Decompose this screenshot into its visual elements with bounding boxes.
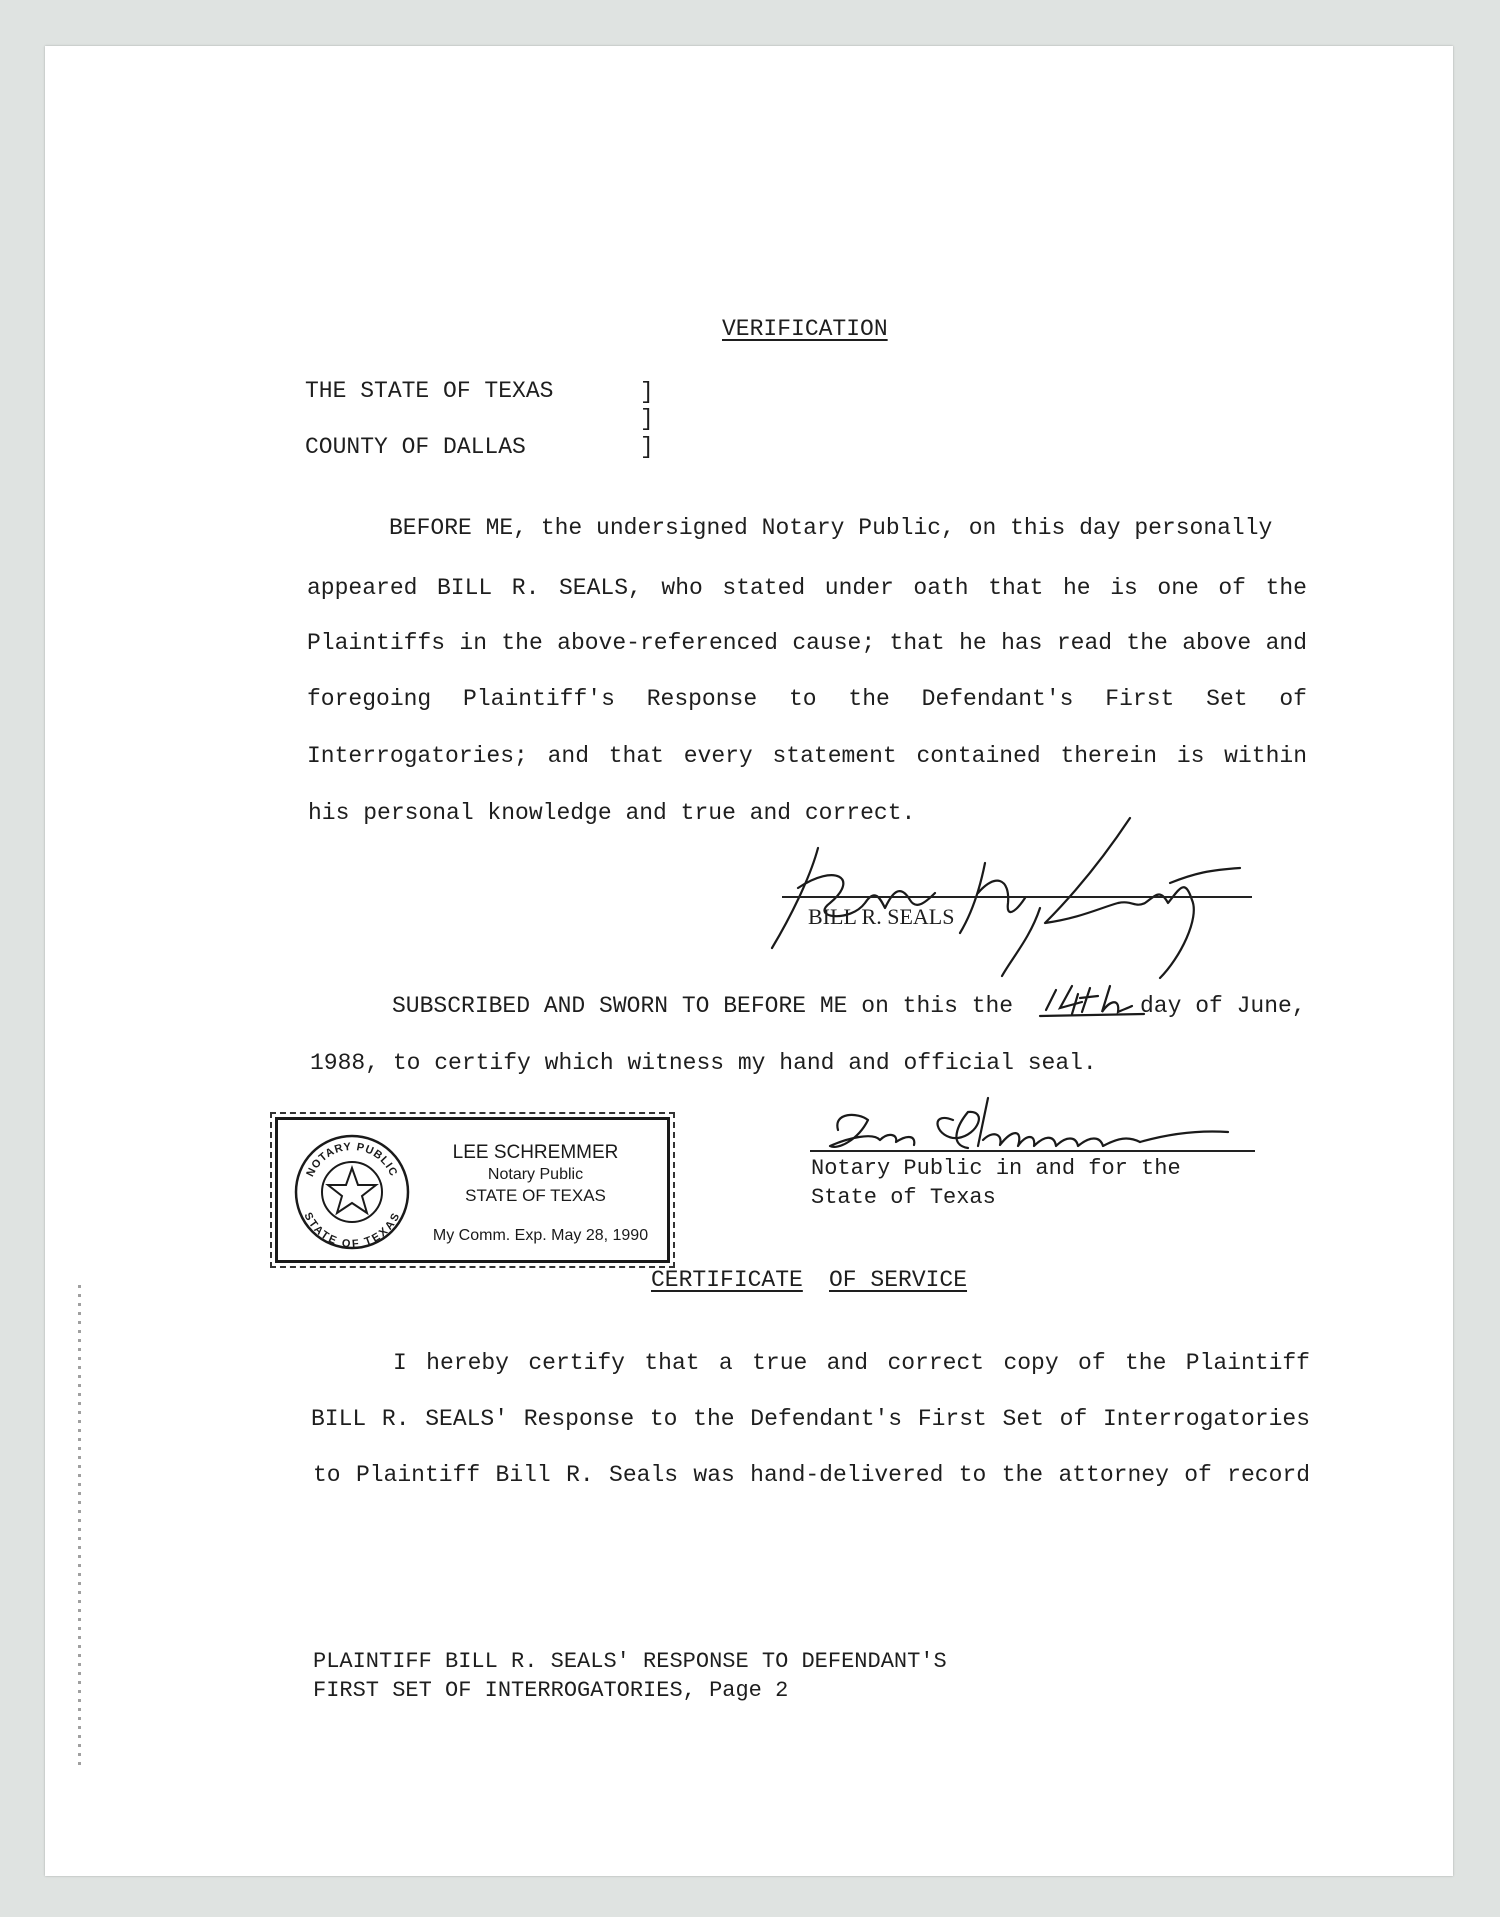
notary-seal-star-icon	[292, 1132, 412, 1252]
stamp-state: STATE OF TEXAS	[465, 1186, 606, 1205]
affiant-signature	[740, 808, 1260, 988]
stamp-name: LEE SCHREMMER	[452, 1142, 619, 1163]
certificate-title-part-1: CERTIFICATE	[651, 1267, 803, 1293]
verification-line-2: appeared BILL R. SEALS, who stated under oath that he is one of the	[307, 575, 1307, 601]
notary-stamp	[275, 1117, 670, 1263]
verification-line-3: Plaintiffs in the above-referenced cause; that he has read the above and	[307, 630, 1307, 656]
verification-line-4: foregoing Plaintiff's Response to the Defendant's First Set of	[307, 686, 1307, 712]
venue-bracket-1: ]	[640, 379, 654, 405]
jurat-line-1-start: SUBSCRIBED AND SWORN TO BEFORE ME on this the	[392, 993, 1014, 1019]
jurat-line-1-end: day of June,	[1140, 993, 1306, 1019]
venue-county: COUNTY OF DALLAS	[305, 434, 526, 460]
certificate-line-1: I hereby certify that a true and correct copy of the Plaintiff	[393, 1350, 1310, 1376]
stamp-expiry: My Comm. Exp. May 28, 1990	[432, 1227, 649, 1244]
notary-caption-1: Notary Public in and for the	[811, 1156, 1181, 1181]
scan-edge-marks	[78, 1285, 81, 1765]
stamp-role: Notary Public	[487, 1166, 584, 1183]
notary-signature-line	[810, 1150, 1255, 1152]
affiant-name: BILL R. SEALS	[808, 904, 955, 929]
verification-title: VERIFICATION	[722, 316, 888, 342]
footer-line-1: PLAINTIFF BILL R. SEALS' RESPONSE TO DEFENDANT'S	[313, 1649, 947, 1674]
affiant-signature-line	[782, 896, 1252, 898]
svg-text:NOTARY PUBLIC: NOTARY PUBLIC	[304, 1140, 400, 1179]
certificate-title-part-2: OF SERVICE	[829, 1267, 968, 1293]
notary-caption-2: State of Texas	[811, 1185, 996, 1210]
verification-line-1: BEFORE ME, the undersigned Notary Public, on this day personally	[389, 515, 1273, 541]
svg-text:STATE OF TEXAS: STATE OF TEXAS	[301, 1210, 403, 1251]
venue-state: THE STATE OF TEXAS	[305, 378, 554, 404]
verification-line-6: his personal knowledge and true and correct.	[308, 800, 916, 826]
verification-line-5: Interrogatories; and that every statement contained therein is within	[307, 743, 1307, 769]
venue-bracket-3: ]	[640, 434, 654, 460]
footer-line-2: FIRST SET OF INTERROGATORIES, Page 2	[313, 1678, 789, 1703]
venue-bracket-2: ]	[640, 406, 654, 432]
certificate-line-2: BILL R. SEALS' Response to the Defendant's First Set of Interrogatories	[311, 1406, 1310, 1432]
certificate-line-3: to Plaintiff Bill R. Seals was hand-delivered to the attorney of record	[313, 1462, 1310, 1488]
handwritten-day	[1032, 982, 1150, 1022]
jurat-line-2: 1988, to certify which witness my hand and official seal.	[310, 1050, 1097, 1076]
